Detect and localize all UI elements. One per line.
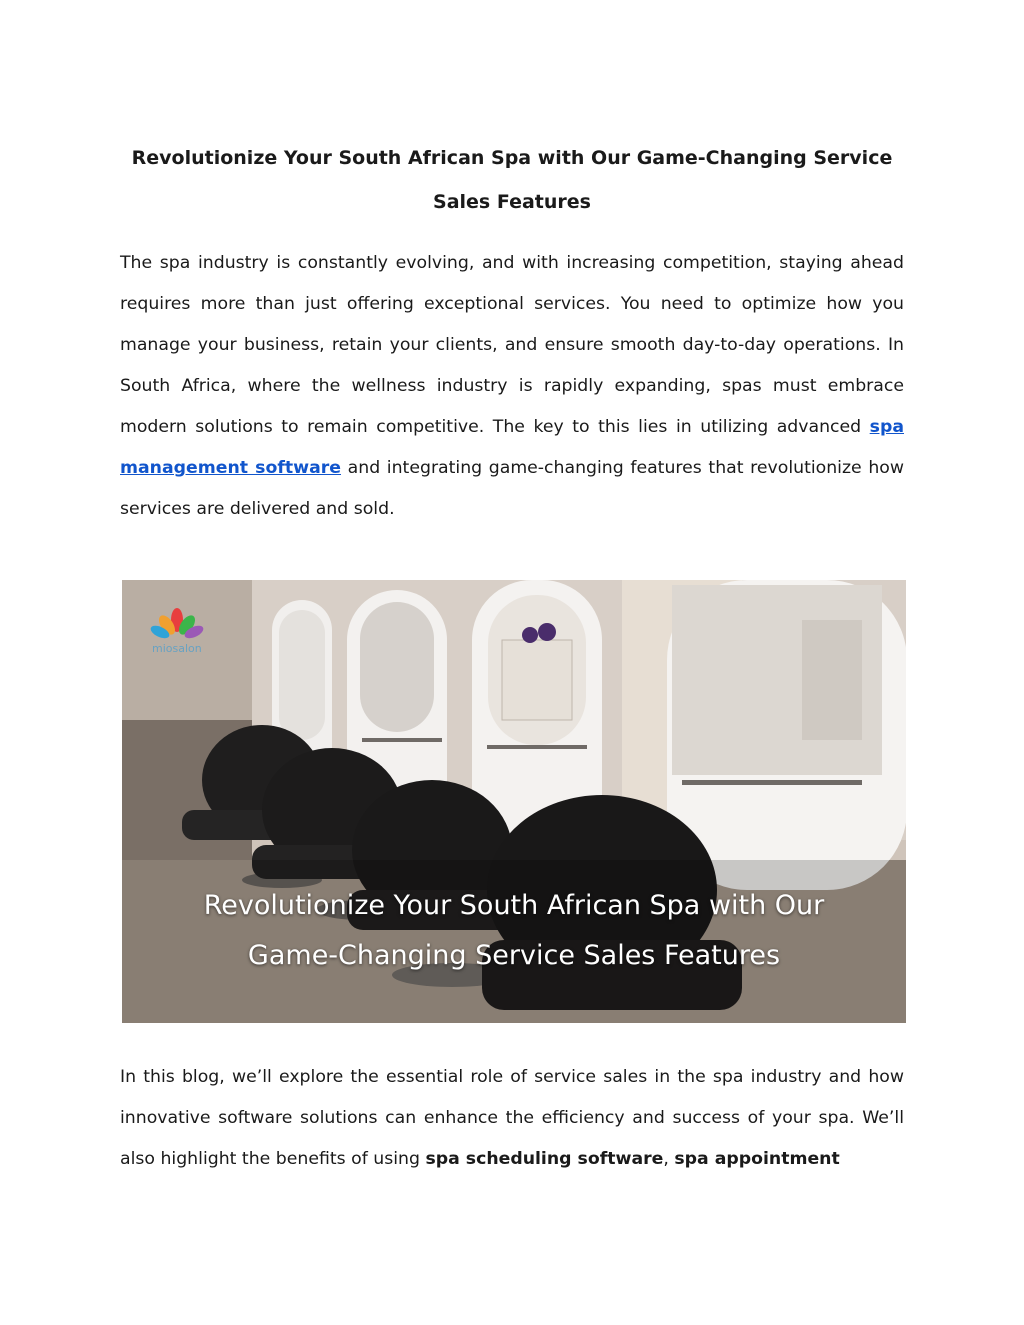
intro-paragraph: The spa industry is constantly evolving, and with increasing competition, staying ahead requires more than just offering exceptional services. You need to optimize how you manage your business, retain your clients, and ensure smooth day-to-day operations. In South Africa, where the wellness industry is rapidly expanding, spas must embrace modern solutions to remain competitive. The key to this lies in utilizing advanced spa management software and integrating game-changing features that revolutionize how services are delivered and sold. bbox=[120, 253, 904, 519]
logo-text: miosalon bbox=[152, 642, 202, 655]
document-title: Revolutionize Your South African Spa with Our Game-Changing Service Sales Features bbox=[131, 147, 893, 213]
bold-term: spa appointment bbox=[674, 1149, 840, 1169]
hero-caption-line1: Revolutionize Your South African Spa with Our bbox=[203, 890, 825, 921]
body-paragraph: In this blog, we’ll explore the essential role of service sales in the spa industry and how innovative software solutions can enhance the efficiency and success of your spa. We’ll also highlight the benefits of using spa scheduling software, spa appointment bbox=[120, 1067, 904, 1169]
hero-caption-line2: Game-Changing Service Sales Features bbox=[247, 940, 781, 971]
spa-management-software-link[interactable]: spa management software bbox=[120, 417, 904, 478]
bold-term: spa scheduling software bbox=[425, 1149, 664, 1169]
hero-image bbox=[122, 580, 906, 1023]
